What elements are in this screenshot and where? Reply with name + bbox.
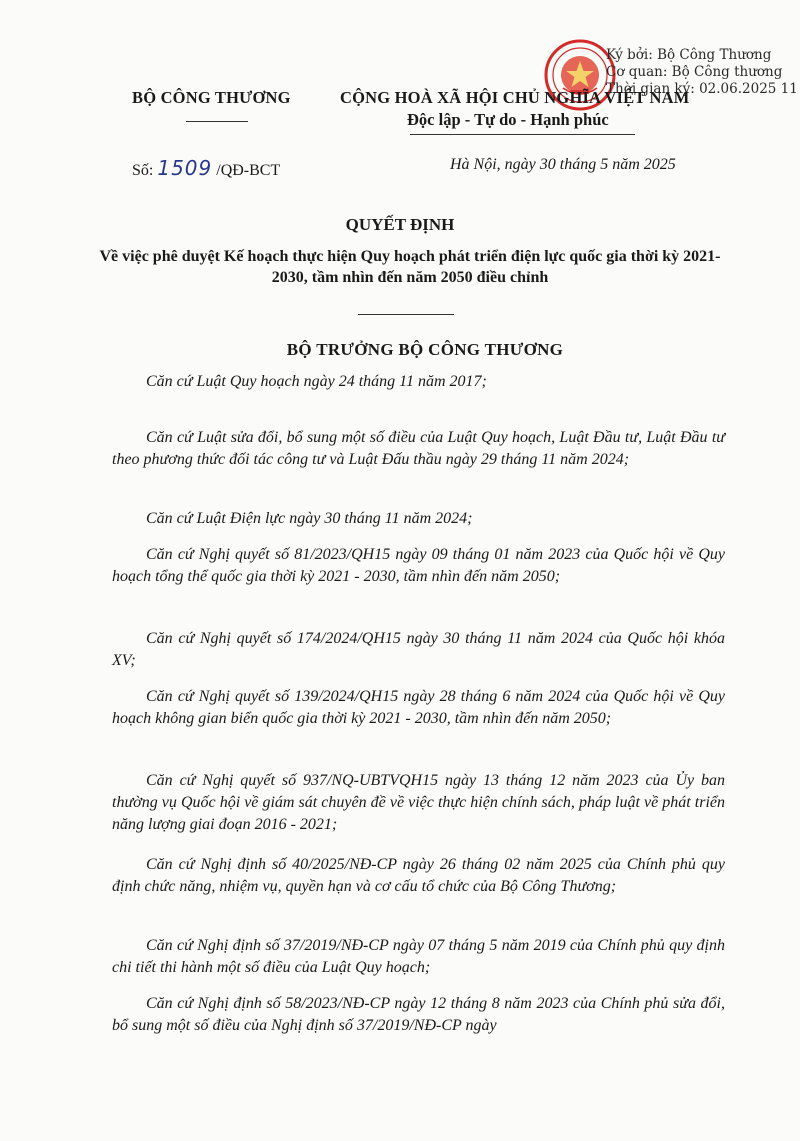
decision-title: QUYẾT ĐỊNH: [345, 215, 455, 234]
legal-basis-paragraph: Căn cứ Nghị quyết số 139/2024/QH15 ngày 28 tháng 6 năm 2024 của Quốc hội về Quy hoạch không gian biển quốc gia thời kỳ 2021 - 2030, tầm nhìn đến năm 2050;: [112, 688, 725, 727]
legal-basis-paragraph: Căn cứ Nghị quyết số 81/2023/QH15 ngày 09 tháng 01 năm 2023 của Quốc hội về Quy hoạch tổng thể quốc gia thời kỳ 2021 - 2030, tầm nhìn đến năm 2050;: [112, 546, 725, 585]
signature-time: Thời gian ký: 02.06.2025 11: [606, 81, 798, 97]
document-number: [132, 156, 280, 180]
national-motto: Độc lập - Tự do - Hạnh phúc: [407, 110, 609, 129]
doc-number-label: Số:: [132, 162, 154, 179]
legal-basis-paragraph: Căn cứ Nghị định số 40/2025/NĐ-CP ngày 26 tháng 02 năm 2025 của Chính phủ quy định chức năng, nhiệm vụ, quyền hạn và cơ cấu tổ chức của Bộ Công Thương;: [112, 856, 725, 895]
title-underline: [358, 314, 454, 315]
place-and-date: Hà Nội, ngày 30 tháng 5 năm 2025: [450, 156, 676, 173]
ministry-name: BỘ CÔNG THƯƠNG: [132, 88, 291, 107]
issuing-authority: BỘ TRƯỞNG BỘ CÔNG THƯƠNG: [286, 340, 564, 359]
legal-basis-paragraph: Căn cứ Luật Điện lực ngày 30 tháng 11 năm 2024;: [146, 510, 473, 527]
legal-basis-paragraph: Căn cứ Luật sửa đổi, bổ sung một số điều của Luật Quy hoạch, Luật Đầu tư, Luật Đầu tư theo phương thức đối tác công tư và Luật Đấu thầu ngày 29 tháng 11 năm 2024;: [112, 429, 725, 468]
legal-basis-paragraph: Căn cứ Nghị định số 58/2023/NĐ-CP ngày 12 tháng 8 năm 2023 của Chính phủ sửa đổi, bổ sung một số điều của Nghị định số 37/2019/NĐ-CP ngày: [112, 995, 725, 1034]
doc-number-handwritten: 1509: [157, 156, 213, 180]
legal-basis-paragraph: Căn cứ Nghị định số 37/2019/NĐ-CP ngày 07 tháng 5 năm 2019 của Chính phủ quy định chi tiết thi hành một số điều của Luật Quy hoạch;: [112, 937, 725, 976]
legal-basis-paragraph: Căn cứ Nghị quyết số 174/2024/QH15 ngày 30 tháng 11 năm 2024 của Quốc hội khóa XV;: [112, 630, 725, 669]
legal-basis-paragraph: Căn cứ Luật Quy hoạch ngày 24 tháng 11 năm 2017;: [146, 373, 487, 390]
republic-name: CỘNG HOÀ XÃ HỘI CHỦ NGHĨA VIỆT NAM: [340, 88, 690, 107]
signature-agency: Cơ quan: Bộ Công thương: [606, 64, 783, 80]
legal-basis-paragraph: Căn cứ Nghị quyết số 937/NQ-UBTVQH15 ngày 13 tháng 12 năm 2023 của Ủy ban thường vụ Quốc hội về giám sát chuyên đề về việc thực hiện chính sách, pháp luật về phát triển năng lượng giai đoạn 2016 - 2021;: [112, 772, 725, 833]
signature-signed-by: Ký bởi: Bộ Công Thương: [606, 47, 772, 63]
ministry-underline: [186, 121, 248, 122]
decision-subtitle: Về việc phê duyệt Kế hoạch thực hiện Quy hoạch phát triển điện lực quốc gia thời kỳ 2021-2030, tầm nhìn đến năm 2050 điều chỉnh: [99, 248, 721, 286]
motto-underline: [410, 134, 635, 135]
doc-code: /QĐ-BCT: [216, 162, 281, 179]
